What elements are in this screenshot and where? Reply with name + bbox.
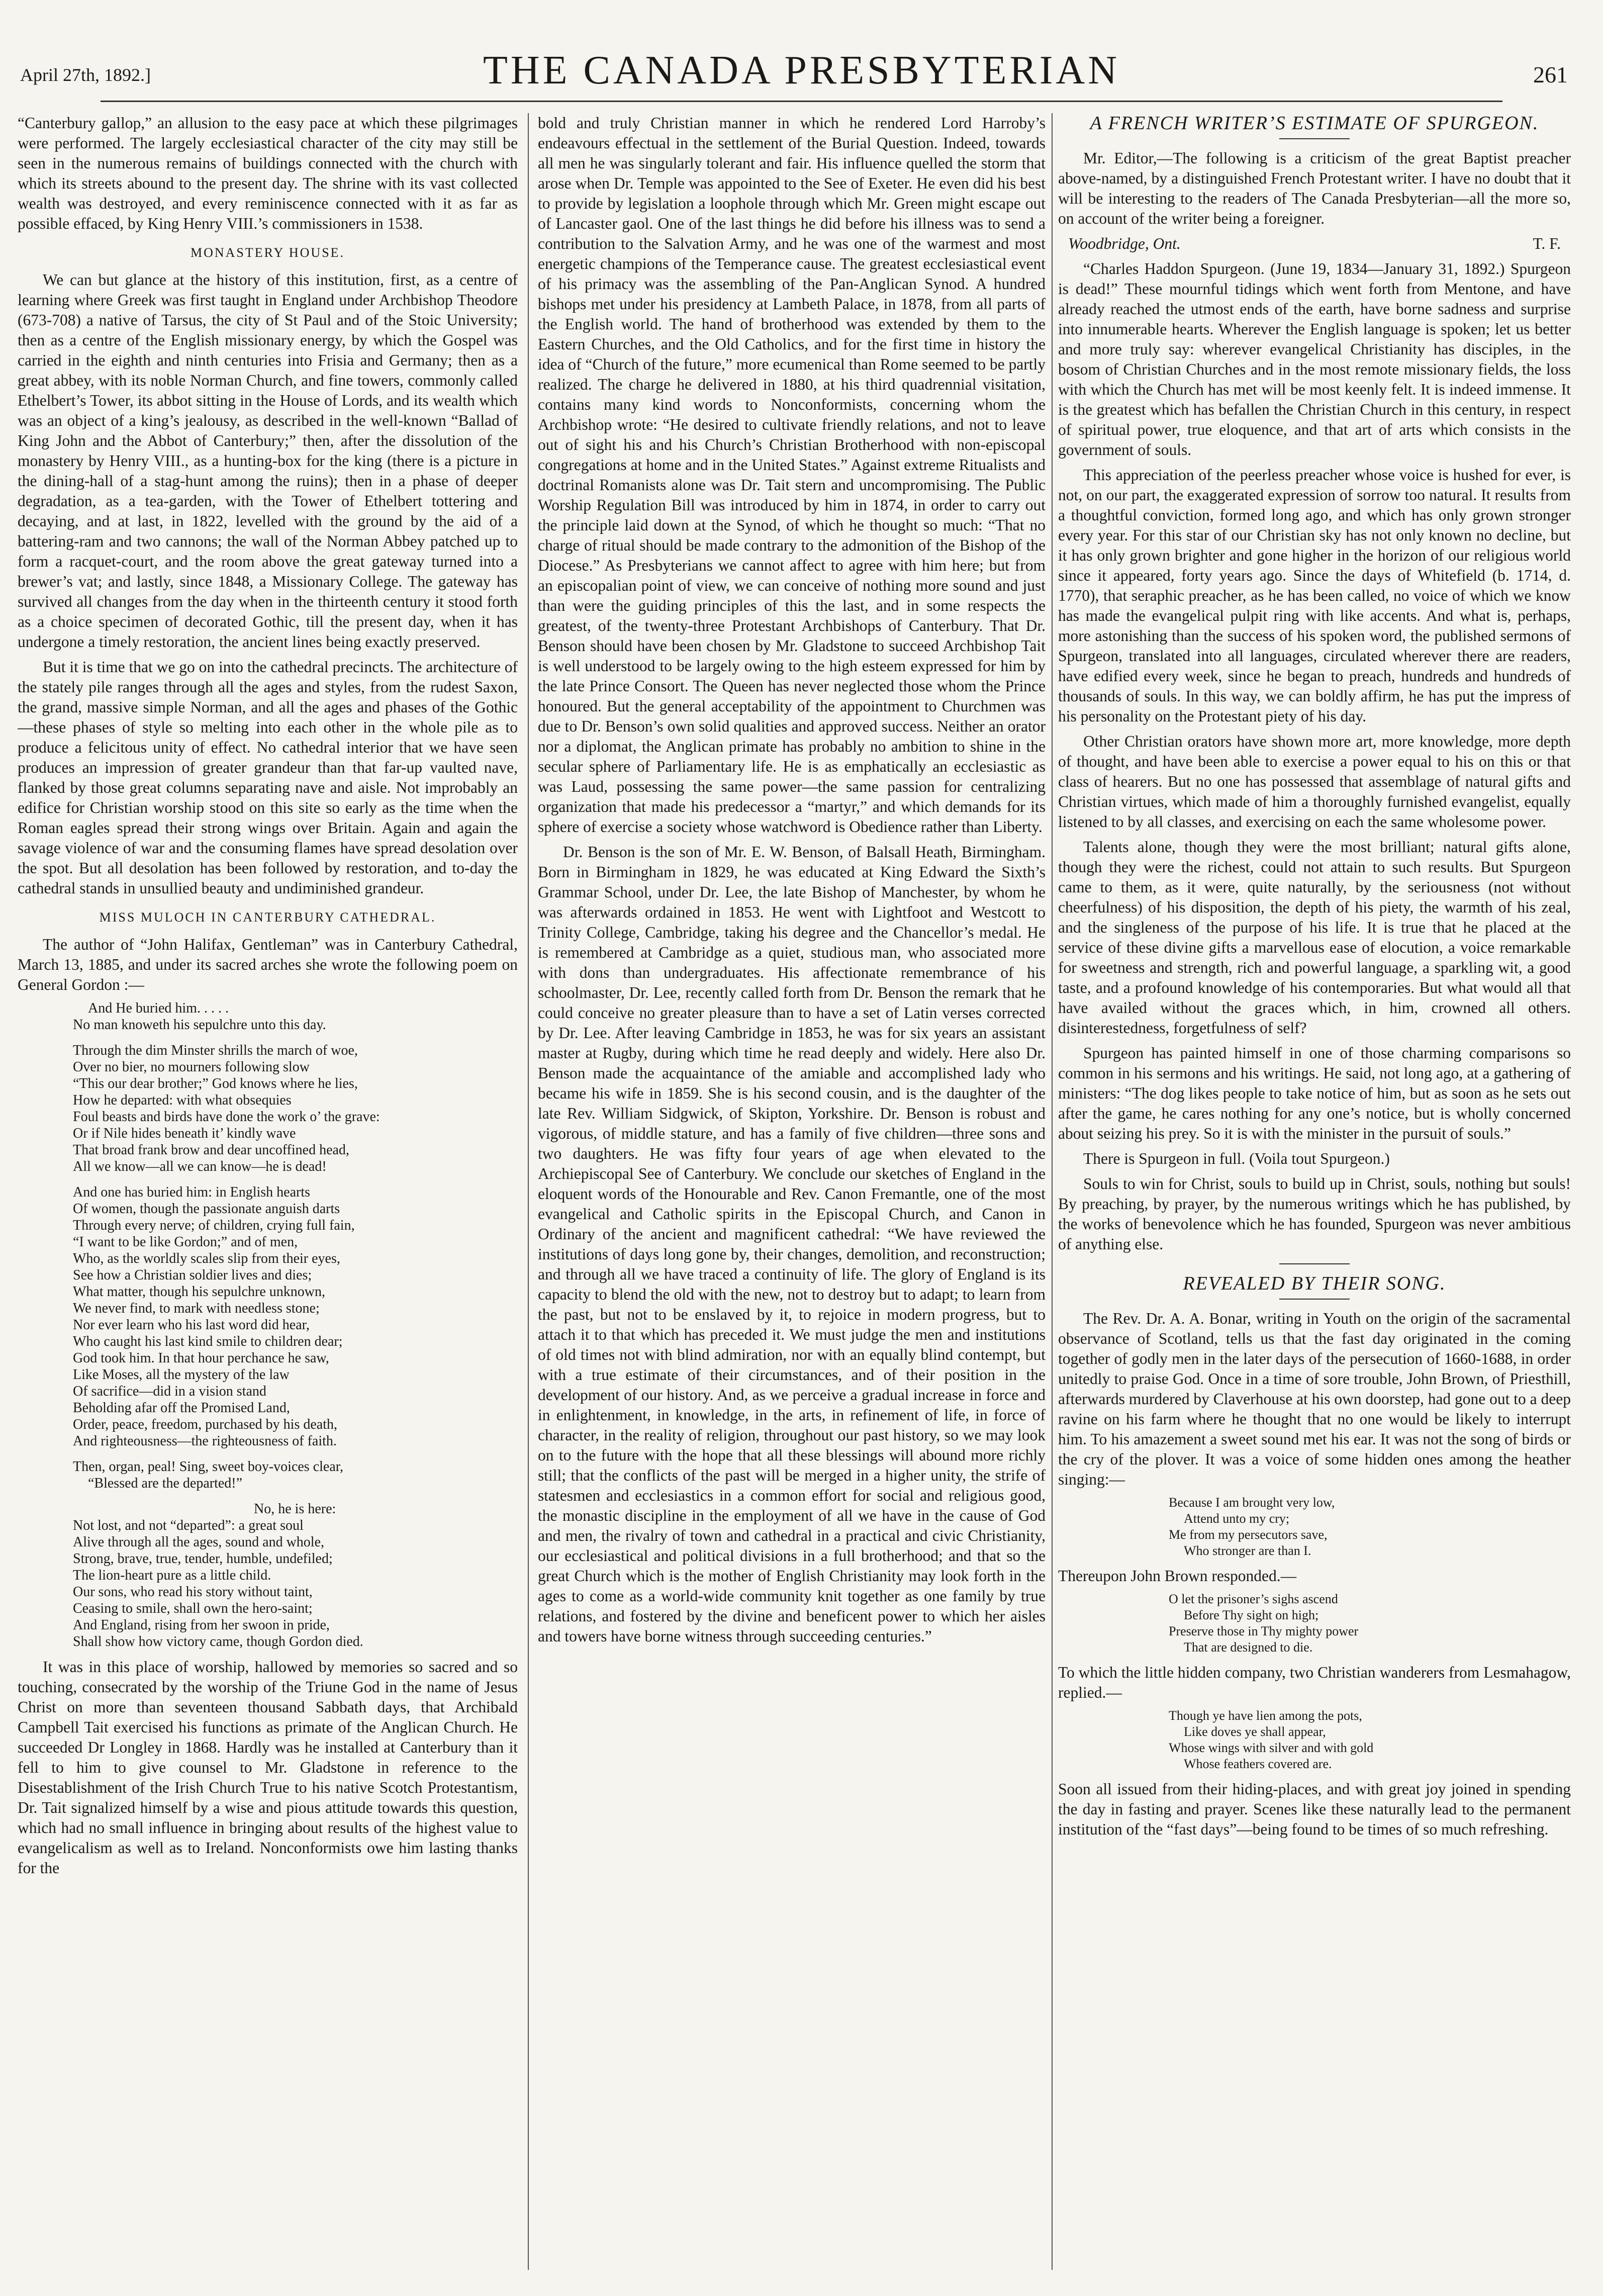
poem-line: No, he is here:: [254, 1501, 336, 1517]
paragraph: Thereupon John Brown responded.—: [1058, 1567, 1297, 1585]
poem-line: Not lost, and not “departed”: a great soul: [73, 1518, 304, 1533]
paragraph: bold and truly Christian manner in which he rendered Lord Harroby’s endeavours effectual in the settlement of the Burial Question. Indeed, towards all men he was singularly tolerant and fair. His influence quelled the storm that arose when Dr. Temple was appointed to the See of Exeter. He even did his best to provide by legislation a loophole through which Mr. Green might escape out of Lancaster gaol. One of the last things he did before his illness was to send a contribution to the Salvation Army, and he was one of the warmest and most energetic champions of the Temperance cause. The greatest ecclesiastical event of his primacy was the assembling of the Pan-Anglican Synod. A hundred bishops met under his presidency at Lambeth Palace, in 1878, from all parts of the English world. The hand of brotherhood was extended by them to the Eastern Churches, and the Old Catholics, and for the first time in history the idea of “Church of the future,” more ecumenical than Rome seemed to be partly realized. The charge he delivered in 1880, at his third quadrennial visitation, contains many kind words to Nonconformists, concerning whom the Archbishop wrote: “He desired to cultivate friendly relations, and not to leave out of sight his and his Church’s Christian Brotherhood with non-episcopal congregations at home and in the United States.” Against extreme Ritualists and doctrinal Romanists alone was Dr. Tait stern and uncompromising. The Public Worship Regulation Bill was introduced by him in 1874, in order to carry out the principle laid down at the Synod, of which he thought so much: “That no charge of ritual should be made contrary to the admonition of the Bishop of the Diocese.” As Presbyterians we cannot affect to agree with him here; but from an episcopalian point of view, we can conceive of nothing more sound and just than were the guiding principles of this the last, and in some respects the greatest, of the twenty-three Protestant Archbishops of Canterbury. That Dr. Benson should have been chosen by Mr. Gladstone to succeed Archbishop Tait is well understood to be largely owing to the high esteem expressed for him by the late Prince Consort. The Queen has never neglected those whom the Prince honoured. But the general acceptability of the appointment to Churchmen was due to Dr. Benson’s own solid qualities and approved success. Neither an orator nor a diplomat, the Anglican primate has probably no ambition to shine in the secular sphere of Parliamentary life. He is as emphatically an ecclesiastic as was Laud, possessing the same power—the same passion for centralizing organization that made his predecessor a “martyr,” and which demands for its sphere of exercise a society whose watchword is Obedience rather than Liberty.: [538, 114, 1046, 836]
paragraph: But it is time that we go on into the cathedral precincts. The architecture of the stately pile ranges through all the ages and styles, from the rudest Saxon, the grand, massive simple Norman, and all the ages and phases of the Gothic—these phases of style so melting into each other in the whole pile as to produce a felicitous unity of effect. No cathedral interior that we have seen produces an impression of greater grandeur than that far-up vaulted nave, flanked by those great columns separating nave and aisle. Not improbably an edifice for Christian worship stood on this site so early as the time when the Roman eagles spread their strong wings over Britain. Again and again the savage violence of war and the consuming flames have spread desolation over the spot. But all desolation has been followed by restoration, and to-day the cathedral stands in unsullied beauty and undiminished grandeur.: [18, 658, 518, 897]
poem-line: Like Moses, all the mystery of the law: [73, 1367, 290, 1383]
article-title-spurgeon: A FRENCH WRITER’S ESTIMATE OF SPURGEON.: [1090, 113, 1539, 134]
verse-line: Because I am brought very low,: [1169, 1495, 1335, 1510]
section-heading: MISS MULOCH IN CANTERBURY CATHEDRAL.: [99, 910, 436, 925]
paragraph: We can but glance at the history of this institution, first, as a centre of learning where Greek was first taught in England under Archbishop Theodore (673-708) a native of Tarsus, the city of St Paul and of the Stoic University; then as a centre of the English missionary energy, by which the Gospel was carried in the eighth and ninth centuries into Frisia and Germany; then as a great abbey, with its noble Norman Church, and fine towers, commonly called Ethelbert’s Tower, its abbot sitting in the House of Lords, and its wealth which was an object of a king’s jealousy, as described in the well-known “Ballad of King John and the Abbot of Canterbury;” then, after the dissolution of the monastery by Henry VIII., as a hunting-box for the king (there is a picture in the dining-hall of a stag-hunt among the ruins); then in a phase of deeper degradation, as a tea-garden, with the Tower of Ethelbert tottering and decaying, and at last, in 1822, levelled with the ground by the aid of a battering-ram and two cannons; the wall of the Norman Abbey patched up to form a racquet-court, and the room above the great gateway turned into a brewer’s vat; and lastly, since 1848, a Missionary College. The gateway has survived all changes from the day when in the thirteenth century it stood forth as a choice specimen of decorated Gothic, till the present day, when it has undergone a timely restoration, the ancient lines being exactly preserved.: [18, 271, 518, 651]
poem-line: Through the dim Minster shrills the march of woe,: [73, 1043, 358, 1058]
section-rule: [1279, 1263, 1350, 1264]
paragraph: “Charles Haddon Spurgeon. (June 19, 1834—January 31, 1892.) Spurgeon is dead!” These mournful tidings which went forth from Mentone, and have already reached the utmost ends of the earth, have borne sadness and surprise into innumerable hearts. Wherever the English language is spoken; let us better and more truly say: wherever evangelical Christianity has disciples, in the bosom of Christian Churches and in the most remote missionary fields, the loss with which the Church has met will be most keenly felt. It is indeed immense. It is the greatest which has befallen the Christian Church in this century, in respect of spiritual power, true eloquence, and that art of arts which consists in the government of souls.: [1058, 260, 1571, 458]
poem-line: Ceasing to smile, shall own the hero-saint;: [73, 1601, 313, 1616]
paragraph: There is Spurgeon in full. (Voila tout Spurgeon.): [1083, 1150, 1390, 1167]
poem-line: No man knoweth his sepulchre unto this day.: [73, 1017, 326, 1033]
verse-line: Like doves ye shall appear,: [1184, 1724, 1326, 1739]
paragraph: Other Christian orators have shown more art, more knowledge, more depth of thought, and have been able to exercise a power equal to his on this or that class of hearers. But no one has possessed that assemblage of natural gifts and Christian virtues, which made of him a thoroughly furnished evangelist, equally listened to by all classes, and exercising on each the same wholesome power.: [1058, 732, 1571, 831]
poem-line: Order, peace, freedom, purchased by his death,: [73, 1417, 337, 1432]
verse-line: That are designed to die.: [1184, 1640, 1313, 1655]
verse-line: Who stronger are than I.: [1184, 1543, 1311, 1558]
signature-place: Woodbridge, Ont.: [1068, 235, 1181, 252]
poem-line: Who caught his last kind smile to children dear;: [73, 1334, 343, 1349]
column-2: [538, 113, 1046, 2285]
poem-line: And He buried him. . . . .: [88, 1000, 229, 1016]
poem-line: God took him. In that hour perchance he saw,: [73, 1350, 329, 1366]
newspaper-title: THE CANADA PRESBYTERIAN: [483, 48, 1120, 93]
masthead: [0, 0, 1603, 93]
paragraph: It was in this place of worship, hallowed by memories so sacred and so touching, consecrated by the worship of the Triune God in the name of Jesus Christ on more than seventeen thousand Sabbath days, that Archibald Campbell Tait exercised his functions as primate of the Anglican Church. He succeeded Dr Longley in 1868. Hardly was he installed at Canterbury than it fell to him to give counsel to Mr. Gladstone in reference to the Disestablishment of the Irish Church True to his native Scotch Protestantism, Dr. Tait signalized himself by a wise and pious attitude towards this question, which had no small influence in bringing about results of the highest value to evangelicalism as well as to Ireland. Nonconformists owe him lasting thanks for the: [18, 1658, 518, 1877]
verse-line: Preserve those in Thy mighty power: [1169, 1624, 1359, 1638]
poem-line: Over no bier, no mourners following slow: [73, 1059, 310, 1075]
paragraph: Soon all issued from their hiding-places, and with great joy joined in spending the day in fasting and prayer. Scenes like these naturally lead to the permanent institution of the “fast days”—being found to be times of so much refreshing.: [1058, 1780, 1571, 1838]
poem-line: And righteousness—the righteousness of faith.: [73, 1433, 337, 1449]
article-title-song: REVEALED BY THEIR SONG.: [1183, 1273, 1446, 1294]
verse: [1169, 1708, 1571, 1772]
page-number: 261: [1533, 62, 1568, 87]
verse: [1169, 1591, 1571, 1656]
poem-line: Then, organ, peal! Sing, sweet boy-voices clear,: [73, 1459, 343, 1475]
header-rule: [101, 101, 1502, 102]
paragraph: Mr. Editor,—The following is a criticism of the great Baptist preacher above-named, by a distinguished French Protestant writer. I have no doubt that it will be interesting to the readers of The Canada Presbyterian—all the more so, on account of the writer being a foreigner.: [1058, 149, 1571, 227]
verse-line: Attend unto my cry;: [1184, 1511, 1290, 1526]
poem-line: Alive through all the ages, sound and whole,: [73, 1534, 325, 1550]
poem-line: All we know—all we can know—he is dead!: [73, 1159, 327, 1174]
poem-line: Foul beasts and birds have done the work o’ the grave:: [73, 1109, 380, 1125]
poem-line: Strong, brave, true, tender, humble, undefiled;: [73, 1551, 333, 1567]
column-divider: [528, 113, 529, 2270]
verse-line: Me from my persecutors save,: [1169, 1527, 1328, 1542]
title-rule: [1279, 138, 1350, 139]
verse-line: O let the prisoner’s sighs ascend: [1169, 1592, 1338, 1606]
paragraph: The author of “John Halifax, Gentleman” was in Canterbury Cathedral, March 13, 1885, and under its sacred arches she wrote the following poem on General Gordon :—: [18, 936, 518, 993]
signature-line: [1068, 234, 1571, 254]
gordon-poem: [73, 1000, 518, 1650]
poem-line: What matter, though his sepulchre unknown,: [73, 1284, 325, 1300]
poem-line: We never find, to mark with needless stone;: [73, 1301, 320, 1316]
poem-line: “I want to be like Gordon;” and of men,: [73, 1234, 298, 1250]
title-rule: [1279, 1299, 1350, 1300]
poem-line: Shall show how victory came, though Gordon died.: [73, 1634, 363, 1649]
verse-line: Though ye have lien among the pots,: [1169, 1708, 1362, 1723]
column-divider: [1052, 113, 1053, 2270]
paragraph: Dr. Benson is the son of Mr. E. W. Benson, of Balsall Heath, Birmingham. Born in Birmingham in 1829, he was educated at King Edward the Sixth’s Grammar School, under Dr. Lee, the late Bishop of Manchester, by whom he was afterwards ordained in 1853. He went with Lightfoot and Westcott to Trinity College, Cambridge, taking his degree and the Chancellor’s medal. He is remembered at Cambridge as a quiet, studious man, who associated more with dons than undergraduates. His affectionate remembrance of his schoolmaster, Dr. Lee, recently called forth from Dr. Benson the remark that he could conceive no greater pleasure than to have a set of Latin verses corrected by Dr. Lee. After leaving Cambridge in 1853, he was for six years an assistant master at Rugby, during which time he read deeply and widely. Here also Dr. Benson made the acquaintance of the amiable and accomplished lady who became his wife in 1859. She is his second cousin, and is the daughter of the late Rev. William Sidgwick, of Skipton, Yorkshire. Dr. Benson is robust and vigorous, of middle stature, and has a family of five children—three sons and two daughters. He was fifty four years of age when elevated to the Archiepiscopal See of Canterbury. We conclude our sketches of England in the eloquent words of the Honourable and Rev. Canon Fremantle, one of the most evangelical and Catholic spirits in the Episcopal Church, and Canon in Ordinary of the ancient and magnificent cathedral: “We have reviewed the institutions of days long gone by, their changes, demolition, and reconstruction; and through all we have traced a continuity of life. The glory of England is its capacity to blend the old with the new, not to destroy but to adapt; to learn from the past, but not to be enslaved by it, to rejoice in modern progress, but to attach it to that which has preceded it. We must judge the men and institutions of old times not with blind admiration, nor with an equally blind contempt, but with a true estimate of their circumstances, and of their position in the development of our history. And, as we perceive a gradual increase in force and in enlightenment, in knowledge, in the arts, in refinement of life, in force of character, in the reality of religion, throughout our past history, so we may look on to the future with the hope that all these blessings will abound more richly still; that the conflicts of the past will be merged in a higher unity, the strife of statesmen and ecclesiastics in a common effort for social and religious good, the monastic discipline in the employment of all we have in the cause of God and men, the rivalry of town and cathedral in a practical and civic Christianity, our ecclesiastical and political divisions in a full brotherhood; and that so the great Church which is the mother of English Christianity may look forth in the ages to come as a world-wide community knit together as one family by true relations, and fostered by the divine and beneficent power to which her aisles and towers have borne witness through succeeding centuries.”: [538, 843, 1046, 1645]
poem-line: See how a Christian soldier lives and dies;: [73, 1267, 312, 1283]
paragraph: To which the little hidden company, two Christian wanderers from Lesmahagow, replied.—: [1058, 1664, 1571, 1701]
verse-line: Whose wings with silver and with gold: [1169, 1740, 1374, 1755]
poem-line: The lion-heart pure as a little child.: [73, 1568, 271, 1583]
poem-line: Our sons, who read his story without taint,: [73, 1584, 313, 1600]
poem-line: How he departed: with what obsequies: [73, 1092, 292, 1108]
poem-line: Of sacrifice—did in a vision stand: [73, 1384, 266, 1399]
paragraph: “Canterbury gallop,” an allusion to the easy pace at which these pilgrimages were performed. The largely ecclesiastical character of the city may still be seen in the numerous remains of buildings connected with the church with which its streets abound to the present day. The shrine with its vast collected wealth was destroyed, and every reminiscence connected with it as far as possible effaced, by King Henry VIII.’s commissioners in 1538.: [18, 114, 518, 232]
poem-line: And one has buried him: in English hearts: [73, 1184, 311, 1200]
paragraph: Talents alone, though they were the most brilliant; natural gifts alone, though they were the richest, could not attain to such results. But Spurgeon came to them, as it were, quite naturally, by the seriousness (not without cheerfulness) of his disposition, the depth of his piety, the warmth of his zeal, and the singleness of the purpose of his life. It is true that he placed at the service of these divine gifts a marvellous ease of elocution, a voice remarkable for sweetness and strength, rich and powerful language, a sparkling wit, a good taste, and a profound knowledge of his contemporaries. But what would all that have availed without the graces which, in him, crowned all others. disinterestedness, forgetfulness of self?: [1058, 838, 1571, 1037]
section-heading: MONASTERY HOUSE.: [190, 245, 345, 260]
poem-line: Or if Nile hides beneath it’ kindly wave: [73, 1126, 296, 1141]
issue-date: April 27th, 1892.]: [20, 65, 151, 85]
poem-line: Through every nerve; of children, crying full fain,: [73, 1218, 355, 1233]
poem-line: “Blessed are the departed!”: [88, 1476, 243, 1491]
paragraph: Souls to win for Christ, souls to build up in Christ, souls, nothing but souls! By preaching, by prayer, by the numerous writings which he has published, by the works of benevolence which he has founded, Spurgeon was never ambitious of anything else.: [1058, 1175, 1571, 1253]
poem-line: Who, as the worldly scales slip from their eyes,: [73, 1251, 340, 1266]
poem-line: Of women, though the passionate anguish darts: [73, 1201, 340, 1217]
column-1: [18, 113, 518, 2285]
poem-line: Nor ever learn who his last word did hear,: [73, 1317, 310, 1333]
paragraph: Spurgeon has painted himself in one of those charming comparisons so common in his sermons and his writings. He said, not long ago, at a gathering of ministers: “The dog likes people to take notice of him, but as soon as he sets out after the game, he cares nothing for any one’s notice, but is wholly concerned about seizing his prey. So it is with the minister in the pursuit of souls.”: [1058, 1044, 1571, 1142]
verse-line: Whose feathers covered are.: [1184, 1757, 1332, 1771]
poem-line: And England, rising from her swoon in pride,: [73, 1617, 330, 1633]
verse-line: Before Thy sight on high;: [1184, 1608, 1319, 1622]
verse: [1169, 1495, 1571, 1559]
poem-line: “This our dear brother;” God knows where he lies,: [73, 1076, 358, 1091]
poem-line: Beholding afar off the Promised Land,: [73, 1400, 290, 1416]
column-3: [1058, 113, 1571, 2285]
paragraph: The Rev. Dr. A. A. Bonar, writing in Youth on the origin of the sacramental observance of Scotland, tells us that the fast day originated in the coming together of godly men in the later days of the persecution of 1660-1688, in order unitedly to praise God. Once in a time of sore trouble, John Brown, of Priesthill, afterwards murdered by Claverhouse at his own doorstep, had gone out to a deep ravine on his farm where he thought that no one would be likely to interrupt him. To his amazement a sweet sound met his ear. It was not the song of birds or the cry of the plover. It was a voice of some hidden ones among the heather singing:—: [1058, 1310, 1571, 1488]
poem-line: That broad frank brow and dear uncoffined head,: [73, 1142, 349, 1158]
paragraph: This appreciation of the peerless preacher whose voice is hushed for ever, is not, on our part, the exaggerated expression of sorrow too natural. It results from a thoughtful conviction, formed long ago, and which has only grown stronger every year. For this star of our Christian sky has not only known no decline, but it has only grown brighter and gone higher in the horizon of our religious world since it appeared, forty years ago. Since the days of Whitefield (b. 1714, d. 1770), that seraphic preacher, as he has been called, no voice of which we know has made the evangelical pulpit ring with like accents. And what is, perhaps, more astonishing than the success of his spoken word, the published sermons of Spurgeon, translated into all languages, circulated wherever there are readers, have edified every week, since he began to preach, hundreds and hundreds of thousands of souls. In this way, we can boldly affirm, he has put the impress of his personality on the Protestant piety of his day.: [1058, 466, 1571, 725]
signature-initials: T. F.: [1533, 235, 1561, 252]
